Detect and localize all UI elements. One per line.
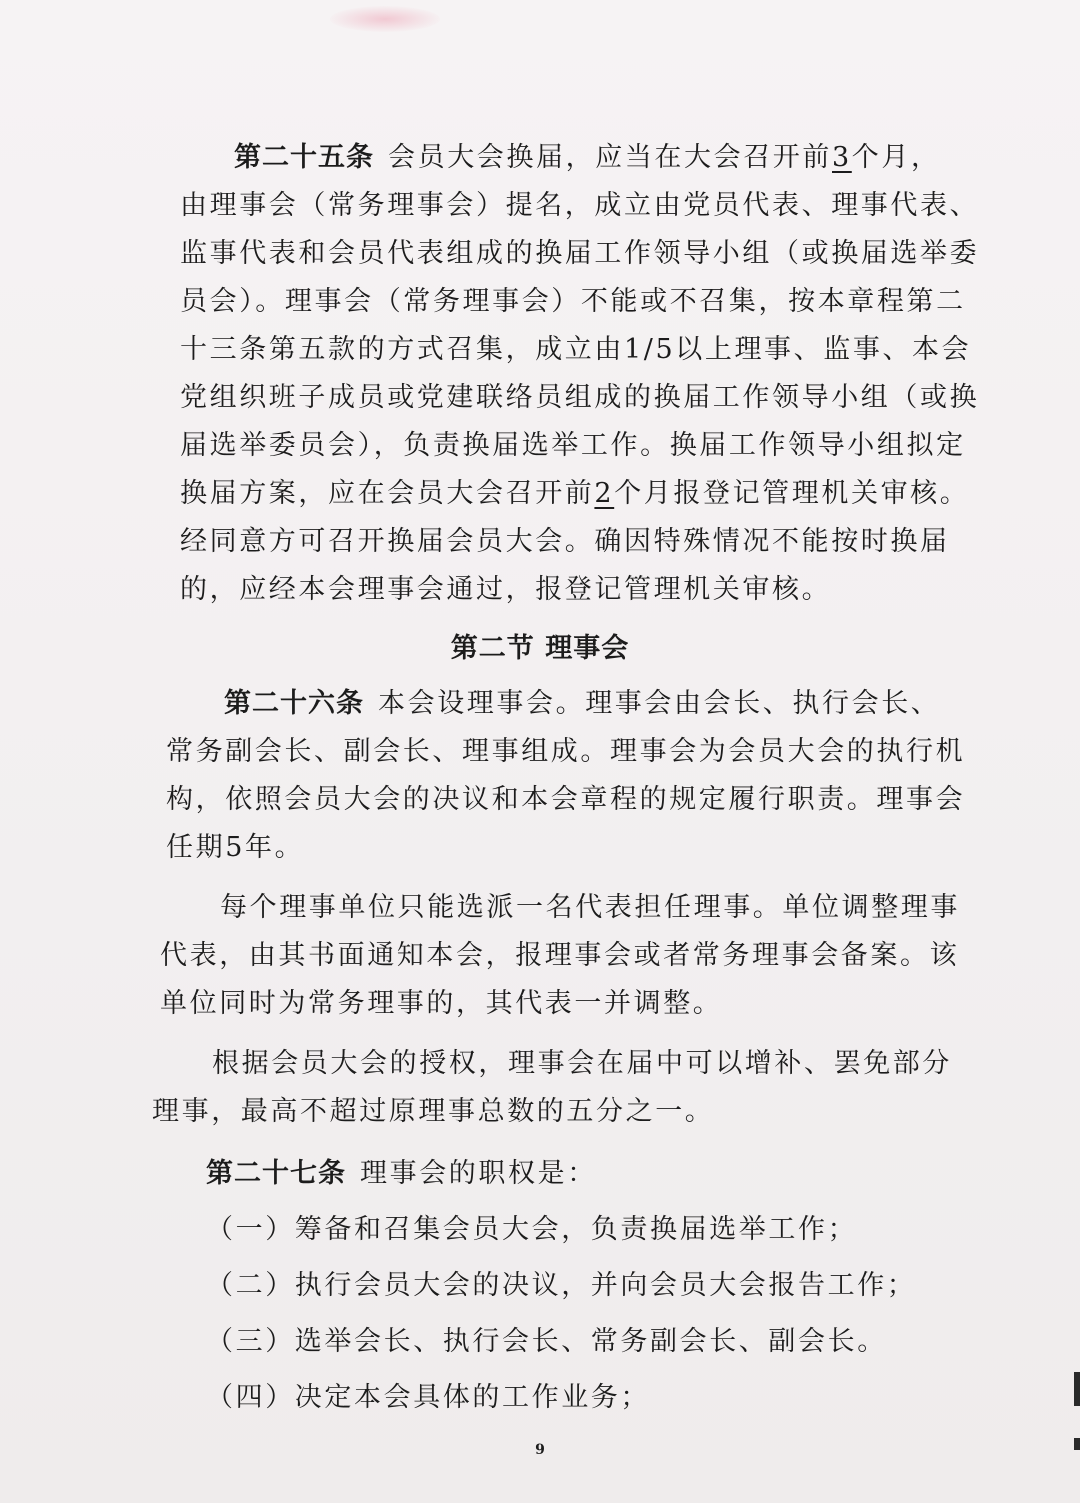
list-item: （三）选举会长、执行会长、常务副会长、副会长。 xyxy=(206,1326,887,1357)
months-before-value: 3 xyxy=(832,142,852,173)
article-27: 第二十七条 理事会的职权是： （一）筹备和召集会员大会，负责换届选举工作； （二）执行会员大会的决议，并向会员大会报告工作； （三）选举会长、执行会长、常务副会长、副会长。 （四）决定本会具体的工作业务； xyxy=(206,1146,916,1426)
article-25-title: 第二十五条 xyxy=(234,142,374,173)
article-27-title: 第二十七条 xyxy=(206,1158,346,1189)
article-26-title: 第二十六条 xyxy=(224,688,364,719)
article-26-paragraph-3: 根据会员大会的授权，理事会在届中可以增补、罢免部分 理事，最高不超过原理事总数的五分之一。 xyxy=(152,1048,952,1127)
article-25: 第二十五条 会员大会换届，应当在大会召开前3个月， 由理事会（常务理事会）提名，成立由党员代表、理事代表、 监事代表和会员代表组成的换届工作领导小组（或换届选举委 员会）。理事会（常务理事会）不能或不召集，按本章程第二 十三条第五款的方式召集，成立由1/5以上理事、监事、本会 党组织班子成员或党建联络员组成的换届工作领导小组（或换 届选举委员会），负责换届选举工作。换届工作领导小组拟定 换届方案，应在会员大会召开前2个月报登记管理机关审核。 经同意方可召开换届会员大会。确因特殊情况不能按时换届 的，应经本会理事会通过，报登记管理机关审核。 xyxy=(180,142,980,605)
report-months-value: 2 xyxy=(594,478,615,509)
paper-stain xyxy=(330,6,440,32)
article-26-paragraph-2: 每个理事单位只能选派一名代表担任理事。单位调整理事 代表，由其书面通知本会，报理事会或者常务理事会备案。该 单位同时为常务理事的，其代表一并调整。 xyxy=(160,892,960,1019)
scan-edge-mark xyxy=(1074,1372,1080,1406)
list-item: （一）筹备和召集会员大会，负责换届选举工作； xyxy=(206,1214,858,1245)
scan-edge-mark xyxy=(1074,1438,1080,1450)
list-item: （四）决定本会具体的工作业务； xyxy=(206,1382,650,1413)
article-26: 第二十六条 本会设理事会。理事会由会长、执行会长、 常务副会长、副会长、理事组成。理事会为会员大会的执行机 构，依照会员大会的决议和本会章程的规定履行职责。理事会 任期5年。 xyxy=(166,688,966,863)
list-item: （二）执行会员大会的决议，并向会员大会报告工作； xyxy=(206,1270,917,1301)
section-heading: 第二节 理事会 xyxy=(450,633,630,664)
page-number: 9 xyxy=(535,1442,545,1458)
